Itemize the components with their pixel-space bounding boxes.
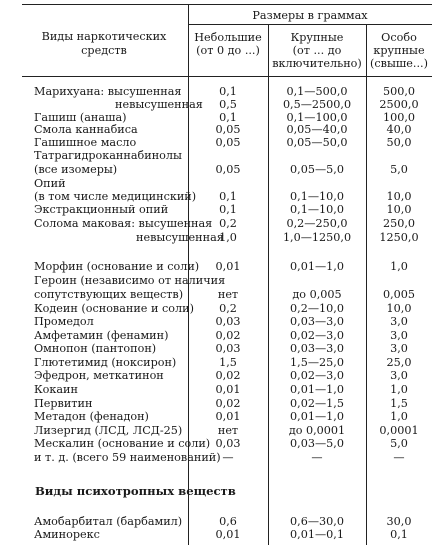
row-small-value: 0,02	[215, 329, 241, 342]
row-large-value: 0,02—1,5	[290, 397, 344, 410]
row-name: Гашишное масло	[34, 136, 137, 149]
row-name: Глютетимид (ноксирон)	[34, 356, 177, 369]
row-name: Мескалин (основание и соли)	[34, 437, 211, 450]
row-name: Смола каннабиса	[34, 123, 138, 136]
group-header-rule	[188, 24, 432, 25]
row-small-value: 0,02	[215, 397, 241, 410]
row-small-value: 0,1	[219, 111, 237, 124]
row-small-value: 0,05	[215, 136, 241, 149]
row-xlarge-value: 10,0	[386, 203, 412, 216]
row-name: Промедол	[34, 315, 94, 328]
header-col-substance: Виды наркотических средств	[41, 30, 167, 57]
row-large-value: 0,01—1,0	[290, 410, 344, 423]
row-xlarge-value: 3,0	[390, 329, 408, 342]
header-col-xlarge: Особо крупные (свыше...)	[370, 31, 428, 70]
row-small-value: 1,0	[219, 231, 237, 244]
row-name: Амобарбитал (барбамил)	[34, 515, 183, 528]
row-small-value: 0,03	[215, 315, 241, 328]
row-large-value: 1,0—1250,0	[282, 231, 352, 244]
row-large-value: 0,03—3,0	[290, 342, 344, 355]
header-bottom-rule	[22, 76, 432, 77]
row-name: (все изомеры)	[34, 163, 118, 176]
row-xlarge-value: 5,0	[390, 163, 408, 176]
row-name: сопутствующих веществ)	[34, 288, 184, 301]
row-xlarge-value: 0,005	[382, 288, 416, 301]
row-large-value: 0,05—40,0	[286, 123, 348, 136]
row-large-value: 0,1—100,0	[286, 111, 348, 124]
row-small-value: 0,1	[219, 85, 237, 98]
row-large-value: 0,05—50,0	[286, 136, 348, 149]
row-small-value: 0,03	[215, 342, 241, 355]
row-small-value: 0,02	[215, 369, 241, 382]
row-small-value: 0,1	[219, 203, 237, 216]
row-name: Амфетамин (фенамин)	[34, 329, 169, 342]
header-group-title: Размеры в граммах	[252, 9, 368, 22]
row-small-value: нет	[217, 424, 239, 437]
row-large-value: 0,1—10,0	[290, 190, 344, 203]
row-xlarge-value: 0,1	[390, 528, 408, 541]
row-small-value: 0,01	[215, 410, 241, 423]
row-name: Гашиш (анаша)	[34, 111, 127, 124]
row-large-value: 1,5—25,0	[290, 356, 344, 369]
row-name: Аминорекс	[34, 528, 100, 541]
row-name: невысушенная	[115, 98, 203, 111]
row-large-value: 0,1—500,0	[286, 85, 348, 98]
row-name: Марихуана: высушенная	[34, 85, 182, 98]
row-xlarge-value: 40,0	[386, 123, 412, 136]
row-xlarge-value: 500,0	[382, 85, 416, 98]
row-name: Омнопон (пантопон)	[34, 342, 157, 355]
row-large-value: —	[311, 451, 323, 464]
row-large-value: 0,02—3,0	[290, 329, 344, 342]
row-small-value: 0,1	[219, 190, 237, 203]
row-small-value: 0,03	[215, 437, 241, 450]
row-xlarge-value: 3,0	[390, 369, 408, 382]
row-name: Кокаин	[34, 383, 78, 396]
row-large-value: 0,1—10,0	[290, 203, 344, 216]
row-name: (в том числе медицинский)	[34, 190, 197, 203]
row-xlarge-value: 10,0	[386, 302, 412, 315]
row-name: Первитин	[34, 397, 93, 410]
row-xlarge-value: 1,5	[390, 397, 408, 410]
row-small-value: 0,2	[219, 302, 237, 315]
row-name: Экстракционный опий	[34, 203, 169, 216]
row-large-value: 0,05—5,0	[290, 163, 344, 176]
row-large-value: до 0,005	[292, 288, 342, 301]
row-large-value: 0,01—1,0	[290, 383, 344, 396]
psychotropic-heading: Виды психотропных веществ	[35, 484, 236, 498]
row-large-value: 0,03—3,0	[290, 315, 344, 328]
row-name: Морфин (основание и соли)	[34, 260, 200, 273]
row-small-value: 0,01	[215, 383, 241, 396]
row-small-value: 0,05	[215, 163, 241, 176]
row-name: Метадон (фенадон)	[34, 410, 149, 423]
row-xlarge-value: 1,0	[390, 260, 408, 273]
row-name: Героин (независимо от наличия	[34, 274, 226, 287]
row-large-value: 0,2—10,0	[290, 302, 344, 315]
table-top-rule	[22, 4, 432, 5]
row-xlarge-value: 5,0	[390, 437, 408, 450]
row-xlarge-value: 250,0	[382, 217, 416, 230]
row-name: Эфедрон, меткатинон	[34, 369, 164, 382]
row-small-value: 0,5	[219, 98, 237, 111]
row-large-value: 0,2—250,0	[286, 217, 348, 230]
row-name: и т. д. (всего 59 наименований)	[34, 451, 221, 464]
row-small-value: нет	[217, 288, 239, 301]
row-xlarge-value: 50,0	[386, 136, 412, 149]
row-large-value: 0,01—1,0	[290, 260, 344, 273]
header-col-small: Небольшие (от 0 до ...)	[194, 31, 262, 57]
row-name: Кодеин (основание и соли)	[34, 302, 194, 315]
row-large-value: 0,03—5,0	[290, 437, 344, 450]
row-xlarge-value: 100,0	[382, 111, 416, 124]
header-col-large: Крупные (от ... до включительно)	[272, 31, 362, 70]
row-xlarge-value: 1250,0	[379, 231, 419, 244]
row-xlarge-value: 1,0	[390, 410, 408, 423]
row-small-value: 0,2	[219, 217, 237, 230]
row-xlarge-value: —	[393, 451, 405, 464]
row-name: Лизергид (ЛСД, ЛСД-25)	[34, 424, 183, 437]
row-xlarge-value: 30,0	[386, 515, 412, 528]
row-xlarge-value: 2500,0	[379, 98, 419, 111]
row-large-value: до 0,0001	[288, 424, 346, 437]
row-large-value: 0,6—30,0	[290, 515, 344, 528]
row-name: Солома маковая: высушенная	[34, 217, 213, 230]
row-xlarge-value: 0,0001	[379, 424, 419, 437]
row-xlarge-value: 25,0	[386, 356, 412, 369]
row-large-value: 0,5—2500,0	[282, 98, 352, 111]
row-large-value: 0,01—0,1	[290, 528, 344, 541]
row-small-value: —	[222, 451, 234, 464]
row-small-value: 1,5	[219, 356, 237, 369]
row-name: Татрагидроканнабинолы	[34, 149, 182, 162]
row-small-value: 0,05	[215, 123, 241, 136]
row-name: невысушенная	[136, 231, 224, 244]
row-name: Опий	[34, 177, 66, 190]
row-xlarge-value: 3,0	[390, 342, 408, 355]
row-small-value: 0,01	[215, 260, 241, 273]
row-small-value: 0,6	[219, 515, 237, 528]
row-small-value: 0,01	[215, 528, 241, 541]
row-xlarge-value: 1,0	[390, 383, 408, 396]
row-xlarge-value: 3,0	[390, 315, 408, 328]
row-large-value: 0,02—3,0	[290, 369, 344, 382]
row-xlarge-value: 10,0	[386, 190, 412, 203]
